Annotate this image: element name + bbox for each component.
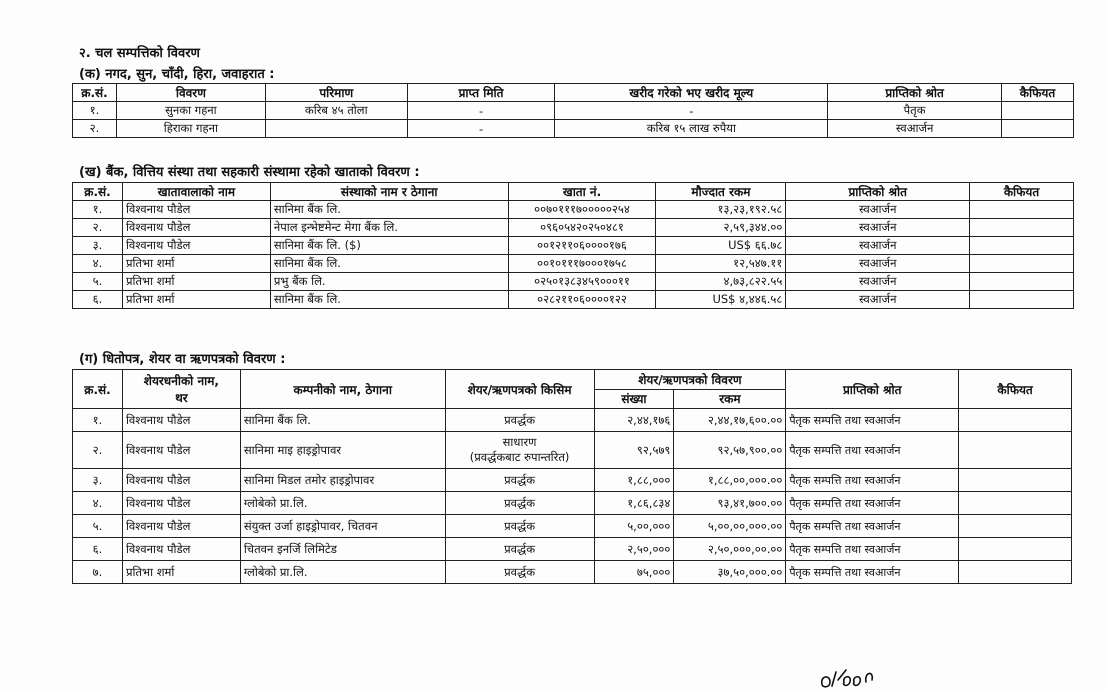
cell-sn: ३. — [73, 237, 123, 255]
cell-balance: ४,७३,८२२.५५ — [656, 273, 786, 291]
cell-price: करिब १५ लाख रुपैया — [555, 120, 828, 138]
cell-company: संयुक्त उर्जा हाइड्रोपावर, चितवन — [240, 515, 445, 538]
cell-amount: ३७,५०,०००.०० — [674, 561, 786, 584]
cell-source: पैतृक सम्पत्ति तथा स्वआर्जन — [786, 561, 959, 584]
cell-holder: प्रतिभा शर्मा — [122, 561, 240, 584]
table-header — [73, 370, 1072, 390]
col-header: प्राप्तिको श्रोत — [828, 84, 1002, 102]
cell-source: पैतृक — [828, 102, 1002, 120]
col-header-detail: शेयर/ऋणपत्रको विवरण — [594, 370, 786, 390]
table-shares — [72, 369, 1072, 584]
cell-holder: विश्वनाथ पौडेल — [122, 538, 240, 561]
cell-account-no: ०९६०५४२०२५०४८१ — [508, 219, 656, 237]
cell-quantity — [265, 120, 407, 138]
cell-remarks — [959, 492, 1072, 515]
cell-company: ग्लोबेको प्रा.लि. — [240, 561, 445, 584]
col-header: खरीद गरेको भए खरीद मूल्य — [555, 84, 828, 102]
cell-holder: विश्वनाथ पौडेल — [122, 237, 270, 255]
col-header-sn: क्र.सं. — [73, 370, 123, 409]
col-header: खातावालाको नाम — [122, 183, 270, 201]
cell-count: १,८६,८३४ — [594, 492, 674, 515]
col-header-source: प्राप्तिको श्रोत — [786, 370, 959, 409]
table-row — [73, 273, 1074, 291]
section-title: २. चल सम्पत्तिको विवरण — [79, 46, 200, 61]
cell-holder: प्रतिभा शर्मा — [122, 255, 270, 273]
handwritten-signature — [818, 662, 888, 690]
cell-holder: प्रतिभा शर्मा — [122, 273, 270, 291]
cell-remarks — [959, 469, 1072, 492]
table-header — [73, 183, 1074, 201]
cell-amount: १,८८,००,०००.०० — [674, 469, 786, 492]
cell-count: २,५०,००० — [594, 538, 674, 561]
cell-company: सानिमा माइ हाइड्रोपावर — [240, 432, 445, 469]
cell-source: स्वआर्जन — [786, 237, 970, 255]
cell-company: सानिमा मिडल तमोर हाइड्रोपावर — [240, 469, 445, 492]
cell-remarks — [959, 561, 1072, 584]
cell-item: हिराका गहना — [116, 120, 265, 138]
cell-holder: विश्वनाथ पौडेल — [122, 515, 240, 538]
cell-sn: ५. — [73, 273, 123, 291]
cell-sn: ६. — [73, 538, 123, 561]
cell-company: सानिमा बैंक लि. — [240, 409, 445, 432]
cell-type — [445, 432, 594, 469]
cell-source: स्वआर्जन — [786, 255, 970, 273]
cell-price: - — [555, 102, 828, 120]
cell-holder: विश्वनाथ पौडेल — [122, 492, 240, 515]
cell-type: प्रवर्द्धक — [445, 409, 594, 432]
cell-holder: विश्वनाथ पौडेल — [122, 469, 240, 492]
cell-account-no: ०२८२११०६००००१२२ — [508, 291, 656, 309]
cell-count: १,८८,००० — [594, 469, 674, 492]
table-row — [73, 432, 1072, 469]
col-header: परिमाण — [265, 84, 407, 102]
cell-source: स्वआर्जन — [786, 219, 970, 237]
cell-source: पैतृक सम्पत्ति तथा स्वआर्जन — [786, 492, 959, 515]
cell-balance: १२,५४७.११ — [656, 255, 786, 273]
table-row — [73, 102, 1074, 120]
cell-remarks — [970, 255, 1074, 273]
sub-c-title: (ग) धितोपत्र, शेयर वा ऋणपत्रको विवरण : — [79, 352, 286, 367]
cell-account-no: ००७०१११७०००००२५४ — [508, 201, 656, 219]
col-header: संस्थाको नाम र ठेगाना — [270, 183, 508, 201]
col-header-type: शेयर/ऋणपत्रको किसिम — [445, 370, 594, 409]
cell-source: स्वआर्जन — [786, 201, 970, 219]
cell-sn: ४. — [73, 492, 123, 515]
cell-sn: ६. — [73, 291, 123, 309]
cell-remarks — [959, 409, 1072, 432]
cell-source: पैतृक सम्पत्ति तथा स्वआर्जन — [786, 409, 959, 432]
cell-balance: US$ ६६.७८ — [656, 237, 786, 255]
col-header: खाता नं. — [508, 183, 656, 201]
cell-count: ९२,५७९ — [594, 432, 674, 469]
cell-sn: २. — [73, 432, 123, 469]
col-header-company: कम्पनीको नाम, ठेगाना — [240, 370, 445, 409]
cell-balance: १३,२३,१९२.५८ — [656, 201, 786, 219]
cell-type: प्रवर्द्धक — [445, 538, 594, 561]
cell-date: - — [407, 120, 555, 138]
cell-type: प्रवर्द्धक — [445, 561, 594, 584]
cell-remarks — [970, 273, 1074, 291]
cell-remarks — [970, 237, 1074, 255]
cell-account-no: ०२५०१३८३४५९०००११ — [508, 273, 656, 291]
col-header: क्र.सं. — [73, 84, 117, 102]
table-row — [73, 409, 1072, 432]
cell-amount: ५,००,००,०००.०० — [674, 515, 786, 538]
table-row — [73, 469, 1072, 492]
table-row — [73, 492, 1072, 515]
cell-sn: १. — [73, 409, 123, 432]
sub-a-title: (क) नगद, सुन, चाँदी, हिरा, जवाहरात : — [79, 67, 275, 82]
cell-date: - — [407, 102, 555, 120]
cell-holder: प्रतिभा शर्मा — [122, 291, 270, 309]
cell-institution: प्रभु बैंक लि. — [270, 273, 508, 291]
col-header: मौज्दात रकम — [656, 183, 786, 201]
cell-source: पैतृक सम्पत्ति तथा स्वआर्जन — [786, 538, 959, 561]
cell-sn: ४. — [73, 255, 123, 273]
cell-holder: विश्वनाथ पौडेल — [122, 219, 270, 237]
cell-sn: ५. — [73, 515, 123, 538]
cell-type: प्रवर्द्धक — [445, 515, 594, 538]
cell-company: चितवन इनर्जि लिमिटेड — [240, 538, 445, 561]
cell-amount: २,४४,१७,६००.०० — [674, 409, 786, 432]
cell-amount: २,५०,०००,००.०० — [674, 538, 786, 561]
type-line2: (प्रवर्द्धकबाट रुपान्तरित) — [469, 450, 570, 464]
cell-institution: सानिमा बैंक लि. — [270, 291, 508, 309]
table-row — [73, 561, 1072, 584]
cell-institution: सानिमा बैंक लि. — [270, 255, 508, 273]
cell-source: स्वआर्जन — [828, 120, 1002, 138]
table-row — [73, 219, 1074, 237]
cell-remarks — [970, 201, 1074, 219]
cell-remarks — [970, 219, 1074, 237]
cell-type: प्रवर्द्धक — [445, 492, 594, 515]
cell-count: २,४४,१७६ — [594, 409, 674, 432]
col-header-holder — [122, 370, 240, 409]
table-cash-gold — [72, 83, 1074, 138]
cell-sn: १. — [73, 201, 123, 219]
cell-type: प्रवर्द्धक — [445, 469, 594, 492]
cell-sn: २. — [73, 219, 123, 237]
table-row — [73, 255, 1074, 273]
type-line1: साधारण — [502, 435, 537, 449]
cell-remarks — [959, 432, 1072, 469]
table-row — [73, 538, 1072, 561]
cell-sn: २. — [73, 120, 117, 138]
cell-sn: १. — [73, 102, 117, 120]
holder-header-line2: थर — [175, 391, 188, 405]
cell-count: ७५,००० — [594, 561, 674, 584]
cell-amount: ९२,५७,९००.०० — [674, 432, 786, 469]
cell-holder: विश्वनाथ पौडेल — [122, 432, 240, 469]
col-header: प्राप्त मिति — [407, 84, 555, 102]
cell-holder: विश्वनाथ पौडेल — [122, 409, 240, 432]
table-row — [73, 120, 1074, 138]
col-header-count: संख्या — [594, 389, 674, 409]
col-header: कैफियत — [970, 183, 1074, 201]
sub-b-title: (ख) बैंक, वित्तिय संस्था तथा सहकारी संस्थामा रहेको खाताको विवरण : — [79, 165, 420, 180]
table-header — [73, 84, 1074, 102]
table-row — [73, 515, 1072, 538]
cell-remarks — [1002, 102, 1074, 120]
cell-company: ग्लोबेको प्रा.लि. — [240, 492, 445, 515]
col-header-amount: रकम — [674, 389, 786, 409]
cell-source: पैतृक सम्पत्ति तथा स्वआर्जन — [786, 469, 959, 492]
cell-remarks — [970, 291, 1074, 309]
cell-remarks — [1002, 120, 1074, 138]
col-header: कैफियत — [1002, 84, 1074, 102]
cell-sn: ७. — [73, 561, 123, 584]
col-header: विवरण — [116, 84, 265, 102]
cell-source: पैतृक सम्पत्ति तथा स्वआर्जन — [786, 515, 959, 538]
cell-remarks — [959, 515, 1072, 538]
table-row — [73, 201, 1074, 219]
cell-remarks — [959, 538, 1072, 561]
cell-institution: नेपाल इन्भेष्टमेन्ट मेगा बैंक लि. — [270, 219, 508, 237]
cell-count: ५,००,००० — [594, 515, 674, 538]
cell-source: स्वआर्जन — [786, 291, 970, 309]
cell-source: पैतृक सम्पत्ति तथा स्वआर्जन — [786, 432, 959, 469]
cell-institution: सानिमा बैंक लि. ($) — [270, 237, 508, 255]
col-header: क्र.सं. — [73, 183, 123, 201]
table-row — [73, 237, 1074, 255]
cell-institution: सानिमा बैंक लि. — [270, 201, 508, 219]
cell-account-no: ००१०१११७०००१७५८ — [508, 255, 656, 273]
holder-header-line1: शेयरधनीको नाम, — [143, 374, 219, 388]
cell-balance: २,५९,३४४.०० — [656, 219, 786, 237]
cell-balance: US$ ४,४४६.५८ — [656, 291, 786, 309]
col-header: प्राप्तिको श्रोत — [786, 183, 970, 201]
cell-item: सुनका गहना — [116, 102, 265, 120]
cell-sn: ३. — [73, 469, 123, 492]
table-row — [73, 291, 1074, 309]
cell-quantity: करिब ४५ तोला — [265, 102, 407, 120]
cell-source: स्वआर्जन — [786, 273, 970, 291]
cell-account-no: ००१२११०६००००१७६ — [508, 237, 656, 255]
cell-holder: विश्वनाथ पौडेल — [122, 201, 270, 219]
table-bank-accounts — [72, 182, 1074, 309]
col-header-remarks: कैफियत — [959, 370, 1072, 409]
cell-amount: ९३,४१,७००.०० — [674, 492, 786, 515]
